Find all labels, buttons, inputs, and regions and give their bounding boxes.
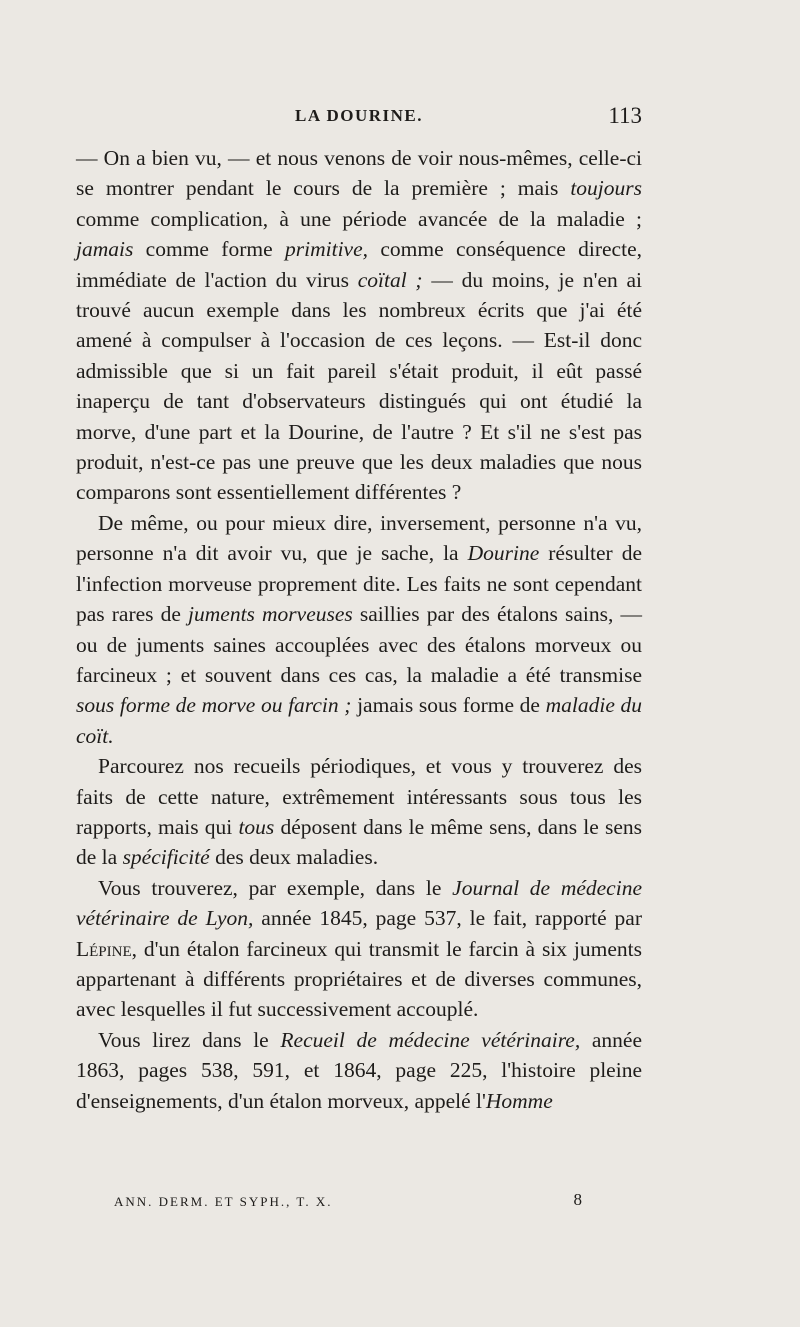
- text-run: résulter de l'infection morveuse proprement dite. Les faits ne sont cependant pas rares de: [76, 541, 642, 627]
- text-run: De même, ou pour mieux dire, inversement, personne n'a vu, personne n'a dit avoir vu, que je sache, la: [76, 510, 642, 566]
- running-head: [76, 103, 642, 136]
- text-run: Vous lirez dans le: [98, 1027, 281, 1052]
- italic-run: spécificité: [122, 845, 210, 870]
- paragraph: [76, 508, 642, 751]
- page-footer: [76, 1190, 642, 1220]
- paragraph: [76, 873, 642, 1025]
- italic-run: primitive,: [285, 237, 368, 262]
- italic-run: tous: [238, 814, 275, 839]
- italic-run: Recueil de médecine vétérinaire,: [280, 1027, 581, 1052]
- text-run: jamais sous forme de: [351, 693, 546, 718]
- italic-run: Homme: [485, 1088, 553, 1113]
- italic-run: jamais: [76, 237, 134, 262]
- paragraph: [76, 1025, 642, 1116]
- text-run: comme complication, à une période avancée de la maladie ;: [76, 206, 642, 231]
- italic-run: maladie du coït.: [76, 693, 642, 748]
- italic-run: coïtal ;: [357, 267, 423, 292]
- text-run: comme forme: [133, 237, 285, 262]
- text-run: saillies par des étalons sains, — ou de juments saines accouplées avec des étalons morveux ou farcineux ; et souvent dans ces cas, la maladie a été transmise: [76, 602, 642, 687]
- text-run: déposent dans le même sens, dans le sens de la: [76, 814, 642, 870]
- running-title: LA DOURINE.: [295, 106, 423, 125]
- text-run: Vous trouverez, par exemple, dans le: [98, 875, 453, 900]
- signature-line: ANN. DERM. ET SYPH., T. X.: [114, 1194, 333, 1209]
- text-run: comme conséquence directe, immédiate de l'action du virus: [76, 237, 642, 292]
- paragraph: [76, 751, 642, 873]
- italic-run: Dourine: [467, 541, 540, 566]
- page-number: 113: [608, 103, 642, 128]
- sheet-number: 8: [573, 1190, 582, 1209]
- text-run: , d'un étalon farcineux qui transmit le farcin à six juments appartenant à différents propriétaires et de diverses communes, avec lesquelles il fut successivement accouplé.: [76, 936, 642, 1022]
- italic-run: Journal de médecine vétérinaire de Lyon,: [76, 875, 642, 931]
- paragraph: [76, 143, 642, 508]
- text-run: des deux maladies.: [209, 845, 379, 870]
- text-run: Parcourez nos recueils périodiques, et vous y trouverez des faits de cette nature, extrêmement intéressants sous tous les rapports, mais qui: [76, 754, 642, 839]
- italic-run: toujours: [570, 176, 642, 201]
- italic-run: juments morveuses: [188, 602, 353, 627]
- text-run: année 1863, pages 538, 591, et 1864, page 225, l'histoire pleine d'enseignements, d'un étalon morveux, appelé l': [76, 1027, 642, 1113]
- body-text: [76, 143, 642, 1116]
- italic-run: sous forme de morve ou farcin ;: [76, 693, 352, 718]
- author-name: Lépine: [76, 936, 132, 961]
- text-run: année 1845, page 537, le fait, rapporté par: [253, 906, 642, 931]
- text-run: — du moins, je n'en ai trouvé aucun exemple dans les nombreux écrits que j'ai été amené à compulser à l'occasion de ces leçons. — Est-il donc admissible que si un fait pareil s'était produit, il eût passé inaperçu de tant d'observateurs distingués qui ont étudié la morve, d'une part et la Dourine, de l'autre ? Et s'il ne s'est pas produit, n'est-ce pas une preuve que les deux maladies que nous comparons sont essentiellement différentes ?: [76, 267, 643, 505]
- text-run: — On a bien vu, — et nous venons de voir nous-mêmes, celle-ci se montrer pendant le cours de la première ; mais: [76, 146, 642, 201]
